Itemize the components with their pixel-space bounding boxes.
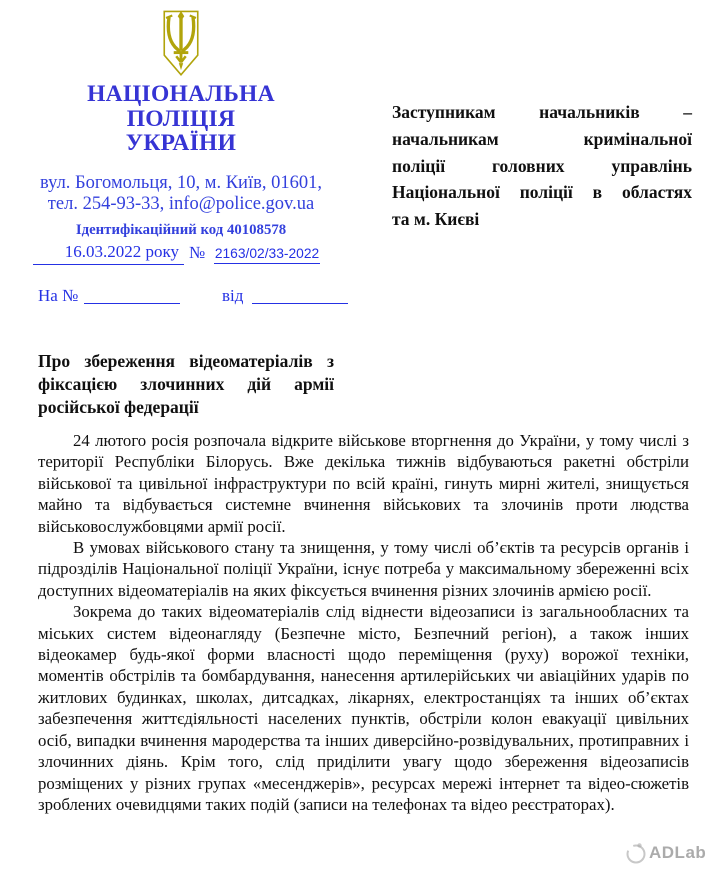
number-sign: № bbox=[189, 243, 206, 262]
ukraine-trident-emblem-icon bbox=[159, 10, 203, 77]
watermark bbox=[624, 841, 706, 865]
org-id-code: Ідентифікаційний код 40108578 bbox=[75, 221, 287, 238]
reply-number-label: На № bbox=[38, 286, 79, 305]
subject-block: Про збереження відеоматеріалів з фіксацією злочинних дій армії російської федерації bbox=[38, 351, 334, 418]
org-address bbox=[30, 173, 332, 215]
reply-from-label: від bbox=[222, 286, 244, 305]
body-paragraph: 24 лютого росія розпочала відкрите військове вторгнення до України, у тому числі з території Республіки Білорусь. Вже декілька тижнів відбуваються ракетні обстріли військової та цивільної інфраструктури по всій країні, гинуть мирні жителі, знищується майно та відбувається системне вчинення військових та злочинів проти людства військовослужбовцями армії росії. bbox=[38, 431, 689, 536]
org-title-line2: УКРАЇНИ bbox=[125, 130, 237, 156]
body-paragraph: Зокрема до таких відеоматеріалів слід віднести відеозаписи із загальнообласних та міських систем відеонагляду (Безпечне місто, Безпечний регіон), а також інших відеокамер будь-якої форми власності щодо переміщення (руху) ворожої техніки, моментів обстрілів та бомбардування, нанесення артилерійських чи авіаційних ударів по житлових будинках, школах, дитсадках, лікарнях, електростанціях та інших об’єктах забезпечення життєдіяльності населених пунктів, обстріли колон евакуації цивільних осіб, випадки вчинення мародерства та інших диверсійно-розвідувальних, протиправних і злочинних діянь. Крім того, слід приділити увагу щодо збереження відеозаписів розміщених у різних групах «месенджерів», ресурсах мережі інтернет та відео-сюжетів зроблених очевидцями таких подій (записи на телефонах та відео реєстраторах). bbox=[38, 602, 689, 814]
letterhead bbox=[30, 10, 332, 239]
letter-body bbox=[38, 430, 689, 815]
addressee-block: Заступникам начальників – начальникам кримінальної поліції головних управлінь Національної поліції в областях та м. Києві bbox=[392, 102, 692, 230]
watermark-logo-icon bbox=[624, 841, 648, 865]
document-number: 2163/02/33-2022 bbox=[214, 246, 320, 264]
reply-from-blank bbox=[252, 286, 348, 304]
org-title-line1: НАЦІОНАЛЬНА ПОЛІЦІЯ bbox=[87, 81, 275, 132]
watermark-label: ADLab bbox=[649, 843, 707, 862]
org-address-line2: тел. 254-93-33, info@police.gov.ua bbox=[47, 193, 315, 214]
org-address-line1: вул. Богомольця, 10, м. Київ, 01601, bbox=[40, 172, 322, 193]
letter-date: 16.03.2022 року bbox=[33, 242, 184, 265]
reply-number-blank bbox=[84, 286, 180, 304]
body-paragraph: В умовах військового стану та знищення, у тому числі об’єктів та ресурсів органів і підрозділів Національної поліції України, існує потреба у максимальному збереженні всіх доступних відеоматеріалів на яких фіксується вчинення різних злочинів армією росії. bbox=[38, 538, 689, 600]
org-title bbox=[30, 82, 332, 156]
